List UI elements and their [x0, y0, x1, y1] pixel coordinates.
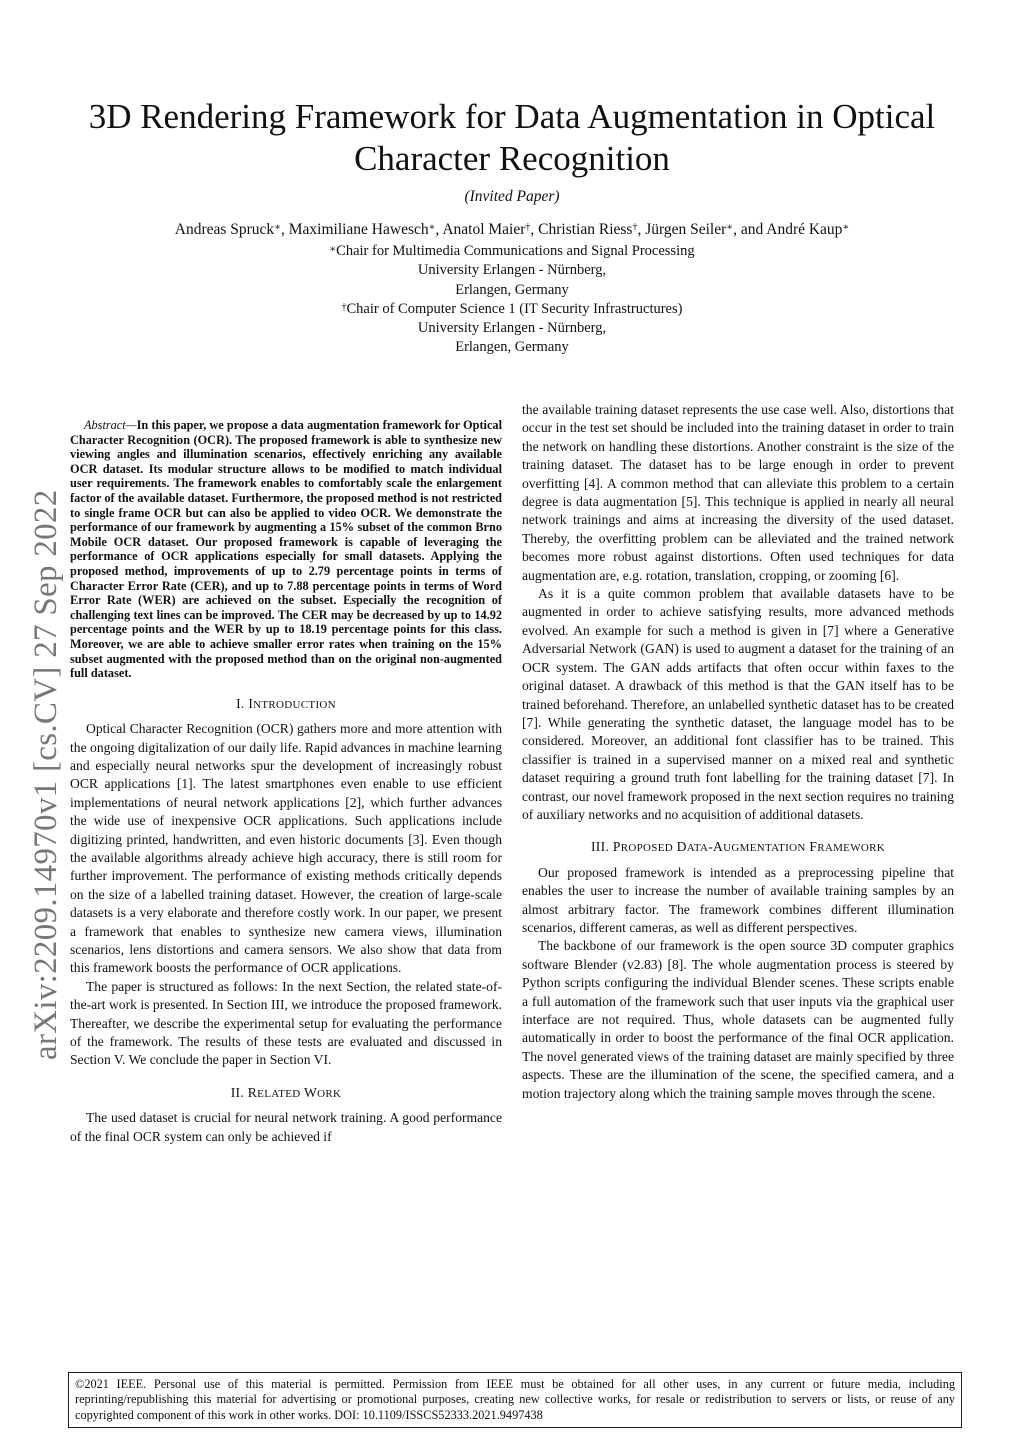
paragraph: the available training dataset represents the use case well. Also, distortions that occur in the test set should be included into the training dataset in order to train the network on handling these distortions. Another constraint is the size of the training dataset. The dataset has to be large enough in order to prevent overfitting [4]. A common method that can alleviate this problem to a certain degree is data augmentation [5]. This technique is applied in nearly all neural network trainings and aims at increasing the diversity of the used dataset. Thereby, the overfitting problem can be alleviated and the trained network becomes more robust against distortions. Often used techniques for data augmentation are, e.g. rotation, translation, cropping, or zooming [6]. — [522, 402, 954, 583]
author-name: Jürgen Seiler — [645, 221, 727, 238]
abstract: Abstract—In this paper, we propose a data augmentation framework for Optical Character Recognition (OCR). The proposed framework is able to synthesize new viewing angles and illumination scenarios, effectively enriching any available OCR dataset. Its modular structure allows to be modified to match individual user requirements. The framework enables to comfortably scale the enlargement factor of the available dataset. Furthermore, the proposed method is not restricted to single frame OCR but can also be applied to video OCR. We demonstrate the performance of our framework by augmenting a 15% subset of the common Brno Mobile OCR dataset. Our proposed framework is capable of leveraging the performance of OCR applications especially for small datasets. Applying the proposed method, improvements of up to 2.79 percentage points in terms of Character Error Rate (CER), and up to 7.88 percentage points in terms of Word Error Rate (WER) are achieved on the subset. Especially the recognition of challenging text lines can be improved. The CER may be decreased by up to 14.92 percentage points and the WER by up to 18.19 percentage points for this class. Moreover, we are able to achieve smaller error rates when training on the 15% subset augmented with the proposed method than on the original non-augmented full dataset. — [70, 418, 502, 681]
paragraph: Optical Character Recognition (OCR) gathers more and more attention with the ongoing digitalization of our daily life. Rapid advances in machine learning and especially neural networks spur the development of increasingly robust OCR applications [1]. The latest smartphones even enable to use efficient implementations of neural network applications [2], which further advances the wide use of inexpensive OCR applications. Such applications include digitizing printed, handwritten, and even historic documents [3]. Even though the available algorithms already achieve high accuracy, there is still room for further improvement. The performance of existing methods critically depends on the size of a labelled training dataset. However, the creation of large-scale datasets is a very elaborate and therefore costly work. In our paper, we present a framework that enables to synthesize new camera views, illumination scenarios, lens distortions and camera sensors. We also show that data from this framework boosts the performance of OCR applications. — [70, 721, 502, 976]
paragraph: The used dataset is crucial for neural network training. A good performance of the final OCR system can only be achieved if — [70, 1110, 502, 1144]
paper-title: 3D Rendering Framework for Data Augmentation in Optical Character Recognition — [88, 97, 936, 178]
section-heading-related-work: II. RELATED WORK — [230, 1084, 342, 1100]
paper-subtitle: (Invited Paper) — [464, 188, 560, 205]
author-name: Christian Riess — [538, 221, 633, 238]
paragraph: Our proposed framework is intended as a preprocessing pipeline that enables the user to increase the number of available training samples by an almost arbitrary factor. The framework combines different illumination scenarios, different cameras, as well as different perspectives. — [522, 864, 954, 935]
paragraph: The paper is structured as follows: In the next Section, the related state-of-the-art work is presented. In Section III, we introduce the proposed framework. Thereafter, we describe the experimental setup for evaluating the performance of the framework. The results of these tests are evaluated and discussed in Section V. We conclude the paper in Section VI. — [70, 978, 502, 1068]
abstract-label: Abstract — [84, 418, 126, 432]
abstract-text: In this paper, we propose a data augmentation framework for Optical Character Recognition (OCR). The proposed framework is able to synthesize new viewing angles and illumination scenarios, effectively enriching any available OCR dataset. Its modular structure allows to be modified to match individual user requirements. The framework enables to comfortably scale the enlargement factor of the available dataset. Furthermore, the proposed method is not restricted to single frame OCR but can also be applied to video OCR. We demonstrate the performance of our framework by augmenting a 15% subset of the common Brno Mobile OCR dataset. Our proposed framework is capable of leveraging the performance of OCR applications especially for small datasets. Applying the proposed method, improvements of up to 2.79 percentage points in terms of Character Error Rate (CER), and up to 7.88 percentage points in terms of Word Error Rate (WER) are achieved on the subset. Especially the recognition of challenging text lines can be improved. The CER may be decreased by up to 14.92 percentage points and the WER by up to 18.19 percentage points for this class. Moreover, we are able to achieve smaller error rates when training on the 15% subset augmented with the proposed method than on the original non-augmented full dataset. — [70, 418, 502, 681]
arxiv-stamp: arXiv:2209.14970v1 [cs.CV] 27 Sep 2022 — [28, 489, 64, 1060]
author-name: André Kaup — [766, 221, 843, 238]
left-column — [70, 418, 502, 1146]
section-heading-introduction: I. INTRODUCTION — [236, 695, 336, 711]
author-name: Maximiliane Hawesch — [288, 221, 429, 238]
copyright-notice: ©2021 IEEE. Personal use of this material is permitted. Permission from IEEE must be obtained for all other uses, in any current or future media, including reprinting/republishing this material for advertising or promotional purposes, creating new collective works, for resale or redistribution to servers or lists, or reuse of any copyrighted component of this work in other works. DOI: 10.1109/ISSCS52333.2021.9497438 — [68, 1372, 962, 1428]
affiliation-1: ∗Chair for Multimedia Communications and Signal Processing — [329, 243, 695, 259]
section-heading-proposed-framework: III. PROPOSED DATA-AUGMENTATION FRAMEWORK — [590, 839, 886, 855]
author-list: Andreas Spruck∗, Maximiliane Hawesch∗, Anatol Maier†, Christian Riess†, Jürgen Seiler∗, and André Kaup∗ — [174, 221, 850, 238]
paragraph: As it is a quite common problem that available datasets have to be augmented in order to achieve satisfying results, more advanced methods evolved. An example for such a method is given in [7] where a Generative Adversarial Network (GAN) is used to augment a dataset for the training of an OCR system. The GAN adds artifacts that often occur within faxes to the original dataset. A drawback of this method is that the GAN itself has to be trained beforehand. Therefore, an unlabelled synthetic dataset has to be created [7]. While generating the synthetic dataset, the language model has to be considered. Moreover, an additional font classifier has to be trained. This classifier is trained in a supervised manner on a mixed real and synthetic dataset requiring a ground truth font labelling for the training dataset [7]. In contrast, our novel framework proposed in the next section requires no training of auxiliary networks and no acquisition of additional datasets. — [522, 586, 954, 822]
affiliations: ∗Chair for Multimedia Communications and Signal Processing University Erlangen - Nürnberg, Erlangen, Germany †Chair of Computer Science 1 (IT Security Infrastructures) University Erlangen - Nürnberg, Erlangen, Germany — [0, 242, 1024, 358]
right-column — [522, 401, 954, 1103]
author-name: Anatol Maier — [442, 221, 526, 238]
affiliation-2: †Chair of Computer Science 1 (IT Security Infrastructures) — [341, 300, 683, 317]
author-name: Andreas Spruck — [174, 221, 275, 238]
paragraph: The backbone of our framework is the open source 3D computer graphics software Blender (v2.83) [8]. The whole augmentation process is steered by Python scripts configuring the individual Blender scenes. These scripts enable a full automation of the framework such that user inputs via the graphical user interface are not required. Thus, whole datasets can be augmented fully automatically in order to boost the performance of the final OCR application. The novel generated views of the training dataset are mainly specified by three aspects. These are the illumination of the scene, the specified camera, and a motion trajectory along which the training sample moves through the scene. — [522, 938, 954, 1101]
